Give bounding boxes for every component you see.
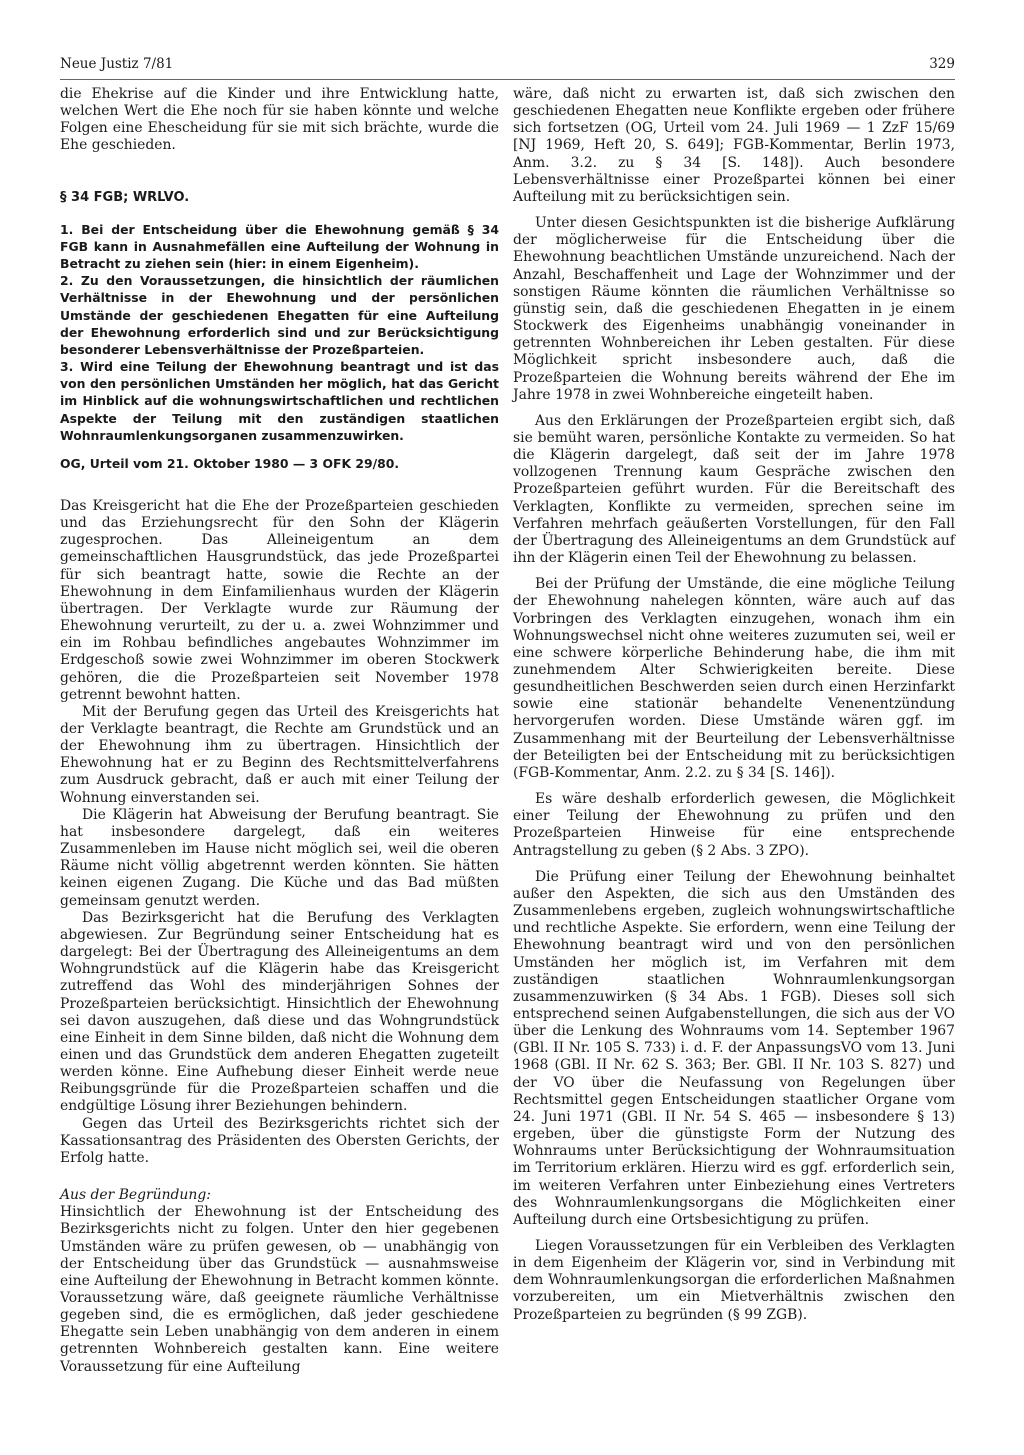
body-paragraph: Das Bezirksgericht hat die Berufung des Verklagten abgewiesen. Zur Begründung seiner Entscheidung hat es dargelegt: Bei der Übertragung des Alleineigentums an dem Wohngrundstück auf die Klägerin habe das Kreisgericht zutreffend das Wohl des minderjährigen Sohnes der Prozeßparteien berücksichtigt. Hinsichtlich der Ehewohnung sei davon auszugehen, daß diese und das Wohngrundstück eine Einheit in dem Sinne bilden, daß nicht die Wohnung dem einen und das Grundstück dem anderen Ehegatten zugeteilt werden könne. Eine Aufhebung dieser Einheit werde neue Reibungsgründe für die Prozeßparteien schaffen und die endgültige Lösung ihrer Beziehungen behindern.	[60, 909, 499, 1115]
leitsatz-3: 3. Wird eine Teilung der Ehewohnung beantragt und ist das von den persönlichen Umständen her möglich, hat das Gericht im Hinblick auf die wohnungswirtschaftlichen und rechtlichen Aspekte der Teilung mit den zuständigen staatlichen Wohnraumlenkungsorganen zusammenzuwirken.	[60, 359, 499, 443]
header-rule	[60, 79, 955, 80]
body-paragraph: Unter diesen Gesichtspunkten ist die bisherige Aufklärung der möglicherweise für die Entscheidung über die Ehewohnung beachtlichen Umstände unzureichend. Nach der Anzahl, Beschaffenheit und Lage der Wohnzimmer und der sonstigen Räume könnten die räumlichen Verhältnisse so günstig sein, daß die geschiedenen Ehegatten in je einem Stockwerk des Eigenheims unabhängig voneinander in getrennten Wohnbereichen ihr Leben gestalten. Für diese Möglichkeit spricht insbesondere auch, daß die Prozeßparteien die Wohnung bereits während der Ehe im Jahre 1978 in zwei Wohnbereiche eingeteilt haben.	[513, 215, 955, 403]
body-paragraph: Die Prüfung einer Teilung der Ehewohnung beinhaltet außer den Aspekten, die sich aus den Umständen des Zusammenlebens ergeben, zugleich wohnungswirtschaftliche und rechtliche Aspekte. Sie erfordern, wenn eine Teilung der Ehewohnung beantragt wird und von den persönlichen Umständen her möglich ist, im Verfahren mit dem zuständigen staatlichen Wohnraumlenkungsorgan zusammenzuwirken (§ 34 Abs. 1 FGB). Dieses soll sich entsprechend seinen Aufgabenstellungen, die sich aus der VO über die Lenkung des Wohnraums vom 14. September 1967 (GBl. II Nr. 105 S. 733) i. d. F. der AnpassungsVO vom 13. Juni 1968 (GBl. II Nr. 62 S. 363; Ber. GBl. II Nr. 103 S. 827) und der VO über die Neufassung von Regelungen über Rechtsmittel gegen Entscheidungen staatlicher Organe vom 24. Juni 1971 (GBl. II Nr. 54 S. 465 — insbesondere § 13) ergeben, über die günstigste Form der Nutzung des Wohnraums unter Berücksichtigung der Wohnraumsituation im Territorium erklären. Hierzu wird es ggf. erforderlich sein, im weiteren Verfahren unter Einbeziehung eines Vertreters des Wohnraumlenkungsorgans die Möglichkeiten einer Aufteilung durch eine Ortsbesichtigung zu prüfen.	[513, 868, 955, 1228]
right-column	[513, 86, 955, 1324]
body-paragraph: Es wäre deshalb erforderlich gewesen, die Möglichkeit einer Teilung der Ehewohnung zu prüfen und den Prozeßparteien Hinweise für eine entsprechende Antragstellung zu geben (§ 2 Abs. 3 ZPO).	[513, 791, 955, 859]
decision-reference: OG, Urteil vom 21. Oktober 1980 — 3 OFK 29/80.	[60, 455, 400, 471]
body-paragraph: Aus den Erklärungen der Prozeßparteien ergibt sich, daß sie bemüht waren, persönliche Kontakte zu vermeiden. So hat die Klägerin dargelegt, daß seit der im Jahre 1978 vollzogenen Trennung kaum Gespräche zwischen den Prozeßparteien geführt wurden. Für die Bereitschaft des Verklagten, Konflikte zu vermeiden, sprechen seine im Verfahren mehrfach geäußerten Vorstellungen, für den Fall der Übertragung des Alleineigentums an dem Grundstück auf ihn der Klägerin einen Teil der Ehewohnung zu belassen.	[513, 412, 955, 567]
body-paragraph: Das Kreisgericht hat die Ehe der Prozeßparteien geschieden und das Erziehungsrecht für den Sohn der Klägerin zugesprochen. Das Alleineigentum an dem gemeinschaftlichen Hausgrundstück, das jede Prozeßpartei für sich beantragt hatte, sowie die Rechte an der Ehewohnung in dem Einfamilienhaus wurden der Klägerin übertragen. Der Verklagte wurde zur Räumung der Ehewohnung verurteilt, zu der u. a. zwei Wohnzimmer und ein im Rohbau befindliches angebautes Wohnzimmer im Erdgeschoß sowie zwei Wohnzimmer im oberen Stockwerk gehören, die die Prozeßparteien seit November 1978 getrennt bewohnt hatten.	[60, 497, 499, 703]
leitsatz-1: 1. Bei der Entscheidung über die Ehewohnung gemäß § 34 FGB kann in Ausnahmefällen eine Aufteilung der Wohnung in Betracht zu ziehen sein (hier: in einem Eigenheim).	[60, 221, 499, 272]
page-header	[60, 56, 955, 78]
body-paragraph: Mit der Berufung gegen das Urteil des Kreisgerichts hat der Verklagte beantragt, die Rechte am Grundstück und an der Ehewohnung ihm zu übertragen. Hinsichtlich der Ehewohnung hat er zu Beginn des Rechtsmittelverfahrens zum Ausdruck gebracht, daß er auch mit einer Teilung der Wohnung einverstanden sei.	[60, 703, 499, 806]
body-paragraph: Liegen Voraussetzungen für ein Verbleiben des Verklagten in dem Eigenheim der Klägerin vor, sind in Verbindung mit dem Wohnraumlenkungsorgan die erforderlichen Maßnahmen vorzubereiten, um ein Mietverhältnis zwischen den Prozeßparteien zu begründen (§ 99 ZGB).	[513, 1238, 955, 1323]
intro-paragraph: die Ehekrise auf die Kinder und ihre Entwicklung hatte, welchen Wert die Ehe noch für sie haben könnte und welche Folgen eine Ehescheidung für sie mit sich brächte, wurde die Ehe geschieden.	[60, 86, 499, 154]
legal-norm-heading: § 34 FGB; WRLVO.	[60, 189, 190, 205]
body-paragraph: Gegen das Urteil des Bezirksgerichts richtet sich der Kassationsantrag des Präsidenten des Obersten Gerichts, der Erfolg hatte.	[60, 1115, 499, 1166]
leitsatz-2: 2. Zu den Voraussetzungen, die hinsichtlich der räumlichen Verhältnisse in der Ehewohnung und der persönlichen Umstände der geschiedenen Ehegatten für eine Aufteilung der Ehewohnung erforderlich sind und zur Berücksichtigung besonderer Lebensverhältnisse der Prozeßparteien.	[60, 273, 499, 357]
journal-title: Neue Justiz 7/81	[60, 56, 174, 72]
body-paragraph: Bei der Prüfung der Umstände, die eine mögliche Teilung der Ehewohnung nahelegen könnten, wäre auch auf das Vorbringen des Verklagten einzugehen, wonach ihm ein Wohnungswechsel nicht ohne weiteres zuzumuten sei, weil er eine schwere körperliche Behinderung habe, die ihm mit zunehmendem Alter Schwierigkeiten bereite. Diese gesundheitlichen Beschwerden seien durch einen Herzinfarkt sowie eine stationär behandelte Venenentzündung hervorgerufen worden. Diese Umstände wären ggf. im Zusammenhang mit der Beurteilung der Lebensverhältnisse der Beteiligten bei der Entscheidung mit zu berücksichtigen (FGB-Kommentar, Anm. 2.2. zu § 34 [S. 146]).	[513, 576, 955, 781]
begruendung-paragraph: Hinsichtlich der Ehewohnung ist der Entscheidung des Bezirksgerichts nicht zu folgen. Unter den hier gegebenen Umständen wäre zu prüfen gewesen, ob — unabhängig von der Entscheidung über das Grundstück — ausnahmsweise eine Aufteilung der Ehewohnung in Betracht kommen könnte. Voraussetzung wäre, daß geeignete räumliche Verhältnisse gegeben sind, die es ermöglichen, daß jeder geschiedene Ehegatte sein Leben unabhängig von dem anderen in einem getrennten Wohnbereich gestalten kann. Eine weitere Voraussetzung für eine Aufteilung	[60, 1204, 499, 1375]
left-column	[60, 86, 499, 1376]
body-paragraph: wäre, daß nicht zu erwarten ist, daß sich zwischen den geschiedenen Ehegatten neue Konflikte ergeben oder frühere sich fortsetzen (OG, Urteil vom 24. Juli 1969 — 1 ZzF 15/69 [NJ 1969, Heft 20, S. 649]; FGB-Kommentar, Berlin 1973, Anm. 3.2. zu § 34 [S. 148]). Auch besondere Lebensverhältnisse einer Prozeßpartei können bei einer Aufteilung mit zu berücksichtigen sein.	[513, 86, 955, 205]
begruendung-label: Aus der Begründung:	[60, 1187, 211, 1204]
body-paragraph: Die Klägerin hat Abweisung der Berufung beantragt. Sie hat insbesondere dargelegt, daß ein weiteres Zusammenleben im Hause nicht möglich sei, weil die oberen Räume nicht völlig abgetrennt werden könnten. Sie hätten keinen eigenen Zugang. Die Küche und das Bad müßten gemeinsam genutzt werden.	[60, 806, 499, 909]
page-number: 329	[929, 56, 955, 72]
